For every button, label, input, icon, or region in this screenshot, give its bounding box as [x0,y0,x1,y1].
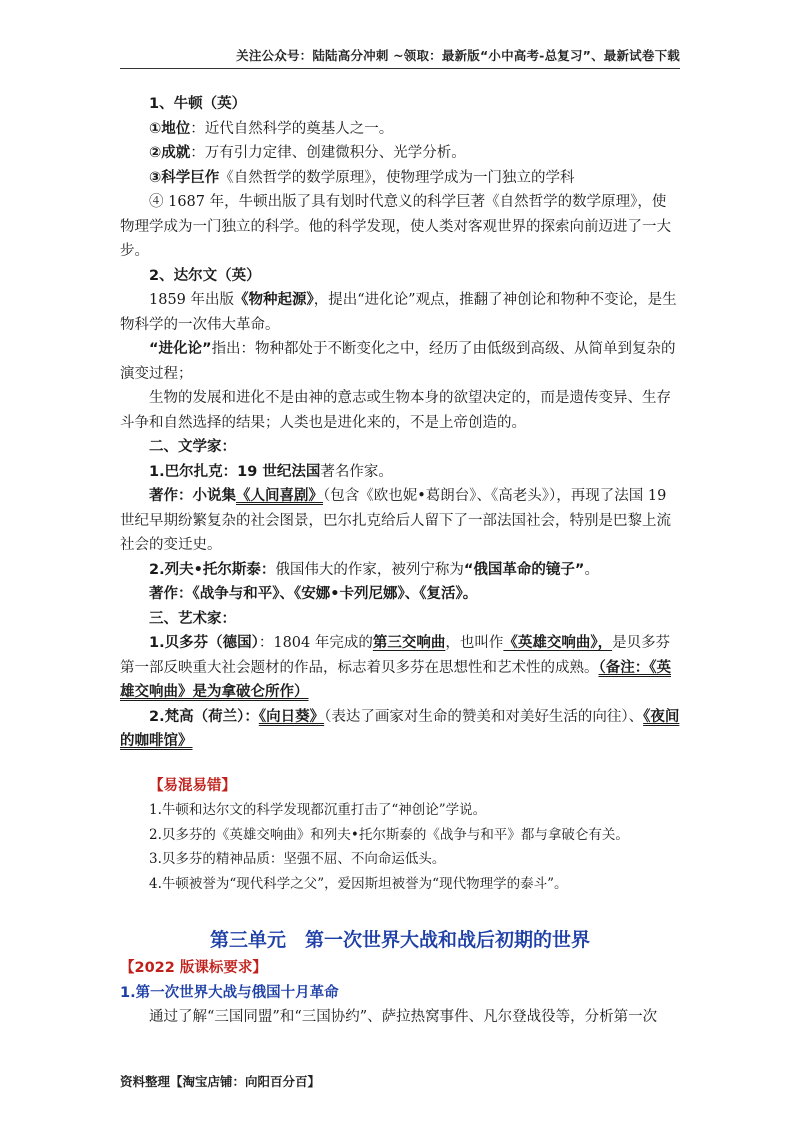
beethoven-note: （备注：《英雄交响曲》是为拿破仑所作） [120,659,671,700]
curriculum-req-title: 【2022 版课标要求】 [120,960,267,976]
page-header: 关注公众号：陆陆高分冲刺 ~领取：最新版“小中高考-总复习”、最新试卷下载 [120,46,680,69]
unit3-subtitle: 1.第一次世界大战与俄国十月革命 [120,984,339,1001]
newton-paragraph: ④ 1687 年，牛顿出版了具有划时代意义的科学巨著《自然哲学的数学原理》，使物理学成为一门独立的科学。他的科学发现，使人类对客观世界的探索向前迈进了一大步。 [120,194,671,259]
unit3-text: 通过了解“三国同盟”和“三国协约”、萨拉热窝事件、凡尔登战役等，分析第一次 [149,1009,658,1025]
newton-achievement-text: ：万有引力定律、创建微积分、光学分析。 [190,145,466,161]
origin-of-species: 《物种起源》 [234,292,314,308]
list-item: 2.贝多芬的《英雄交响曲》和列夫•托尔斯泰的《战争与和平》都与拿破仑有关。 [149,826,629,843]
newton-masterpiece [120,166,680,191]
darwin-p2-text: 指出：物种都处于不断变化之中，经历了由低级到高级、从简单到复杂的演变过程； [120,341,676,382]
vangogh-text: （表达了画家对生命的赞美和对美好生活的向往）、 [324,708,644,725]
tolstoy-desc: 俄国伟大的作家，被列宁称为 [275,561,464,578]
darwin-paragraph-3: 生物的发展和进化不是由神的意志或生物本身的欲望决定的，而是遗传变异、生存斗争和自然选择的结果；人类也是进化来的，不是上帝创造的。 [120,390,671,431]
beethoven-text-2: ，也叫作 [445,635,504,651]
newton-masterpiece-text: 《自然哲学的数学原理》，使物理学成为一门独立的学科 [219,169,575,186]
eroica: 《英雄交响曲》， [503,635,613,651]
tolstoy-line [120,558,680,583]
newton-masterpiece-label: ③科学巨作 [149,169,220,186]
tolstoy-works: 著作：《战争与和平》、《安娜•卡列尼娜》、《复活》。 [149,586,478,602]
list-item: 3.贝多芬的精神品质：坚强不屈、不向命运低头。 [149,851,446,867]
balzac-works-text: （包含《欧也妮•葛朗台》、《高老头》），再现了法国 19 世纪早期纷繁复杂的社会图景，巴尔扎克给后人留下了一部法国社会，特别是巴黎上流社会的变迁史。 [120,488,671,553]
third-symphony: 第三交响曲 [372,635,446,651]
vangogh-paragraph [120,705,680,754]
human-comedy: 《人间喜剧》 [236,488,323,504]
tolstoy-name: 2.列夫•托尔斯泰： [149,561,276,578]
list-item: 4.牛顿被誉为“现代科学之父”，爱因斯坦被誉为“现代物理学的泰斗”。 [149,875,568,892]
tolstoy-mirror: “俄国革命的镜子” [463,561,585,578]
beethoven-text-3: 是贝多芬第一部反映重大社会题材的作品，标志着贝多芬在思想性和艺术性的成熟。 [120,635,671,676]
unit-title: 第三单元 第一次世界大战和战后初期的世界 [209,929,590,951]
beethoven-name: 1.贝多芬（德国） [149,635,259,651]
balzac-desc: 著名作家。 [320,463,393,480]
darwin-paragraph-1 [120,288,680,337]
balzac-works [120,484,680,558]
confusion-title: 【易混易错】 [149,777,236,794]
vangogh-name: 2.梵高（荷兰）： [149,708,259,725]
balzac-era: 19 世纪法国 [237,463,321,480]
newton-status [120,117,680,142]
darwin-p1-rest: ，提出“进化论”观点，推翻了神创论和物种不变论，是生物科学的一次伟大革命。 [120,292,677,333]
darwin-title: 2、达尔文（英） [149,267,261,284]
art-title: 三、艺术家： [149,610,236,627]
newton-achievement [120,141,680,166]
beethoven-text-1: ：1804 年完成的 [258,635,373,651]
balzac-works-label: 著作：小说集 [149,488,236,504]
balzac-name: 1.巴尔扎克： [149,463,238,480]
night-cafe: 《夜间的咖啡馆》 [120,708,680,749]
page-footer: 资料整理【淘宝店铺：向阳百分百】 [120,1074,321,1089]
document-body [120,92,680,1030]
beethoven-paragraph [120,631,680,705]
newton-title: 1、牛顿（英） [149,96,247,112]
list-item: 1.牛顿和达尔文的科学发现都沉重打击了“神创论”学说。 [149,802,487,818]
sunflowers: 《向日葵》 [258,708,325,725]
darwin-paragraph-2 [120,337,680,386]
newton-status-label: ①地位 [149,120,191,137]
confusion-list [120,798,680,896]
newton-status-text: ：近代自然科学的奠基人之一。 [190,120,394,137]
literature-title: 二、文学家： [149,439,236,455]
darwin-p1-text: 1859 年出版 [149,292,235,308]
balzac-line [120,460,680,485]
tolstoy-end: 。 [584,561,599,578]
evolution-term: “进化论” [149,341,212,357]
newton-achievement-label: ②成就 [149,145,191,161]
